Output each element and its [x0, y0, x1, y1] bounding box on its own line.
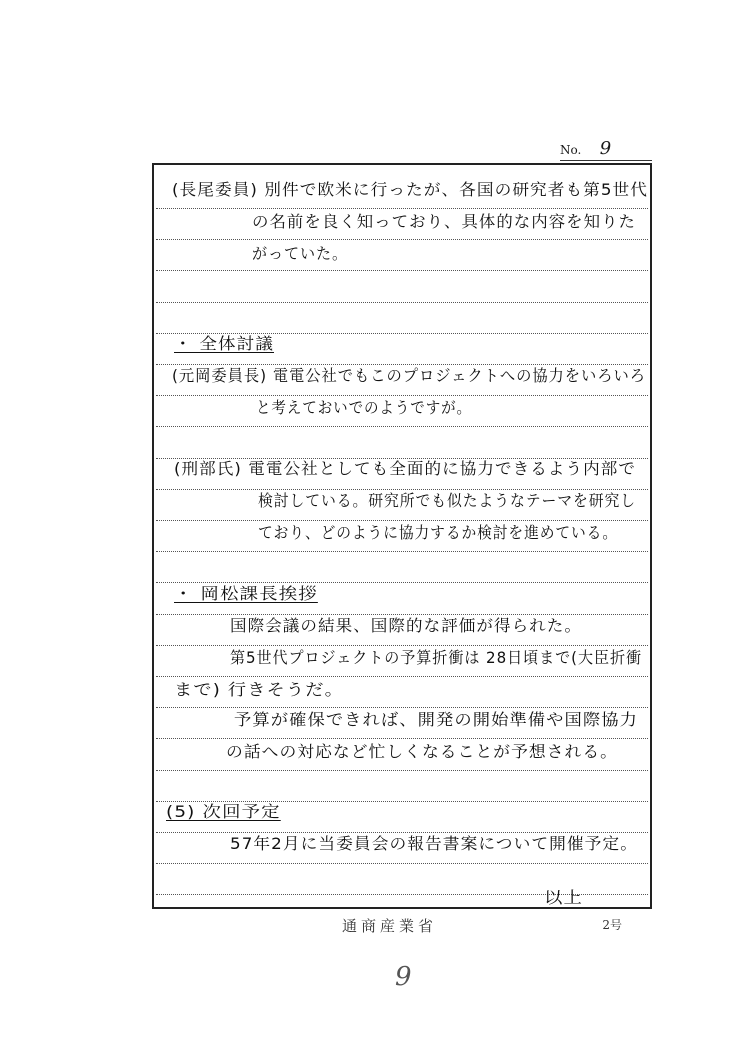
- text-line: (元岡委員長) 電電公社でもこのプロジェクトへの協力をいろいろ: [172, 366, 646, 385]
- text-line: の話への対応など忙しくなることが予想される。: [226, 742, 618, 761]
- ruled-line: [156, 270, 648, 271]
- text-line: まで) 行きそうだ。: [174, 680, 344, 699]
- text-line: 以上: [544, 888, 584, 907]
- form-number: 2号: [602, 918, 622, 932]
- ruled-line: [156, 551, 648, 552]
- ruled-line: [156, 302, 648, 303]
- page-number-field: [560, 138, 652, 161]
- text-line: 予算が確保できれば、開発の開始準備や国際協力: [234, 710, 638, 729]
- text-line: 検討している。研究所でも似たようなテーマを研究し: [258, 491, 636, 510]
- text-line: (刑部氏) 電電公社としても全面的に協力できるよう内部で: [174, 459, 636, 478]
- page-number-value: 9: [599, 138, 612, 159]
- handwritten-page-number: 9: [395, 962, 412, 992]
- text-line: (長尾委員) 別件で欧米に行ったが、各国の研究者も第5世代: [172, 180, 648, 199]
- ruled-line: [156, 426, 648, 427]
- ministry-name: 通商産業省: [342, 917, 438, 935]
- text-line: ており、どのように協力するか検討を進めている。: [258, 523, 618, 542]
- ruled-line: [156, 239, 648, 240]
- text-line: 57年2月に当委員会の報告書案について開催予定。: [230, 834, 638, 853]
- text-line: ・ 全体討議: [174, 334, 274, 353]
- ruled-line: [156, 863, 648, 864]
- text-line: 第5世代プロジェクトの予算折衝は 28日頃まで(大臣折衝: [230, 648, 642, 667]
- ruled-line: [156, 770, 648, 771]
- text-line: 国際会議の結果、国際的な評価が得られた。: [230, 616, 582, 635]
- text-line: の名前を良く知っており、具体的な内容を知りた: [252, 212, 636, 231]
- text-line: と考えておいでのようですが。: [256, 398, 472, 417]
- page-number-label: No.: [560, 143, 582, 157]
- text-line: がっていた。: [252, 244, 348, 263]
- text-line: ・ 岡松課長挨拶: [174, 584, 318, 603]
- footer: [152, 915, 652, 935]
- text-line: (5) 次回予定: [166, 802, 281, 821]
